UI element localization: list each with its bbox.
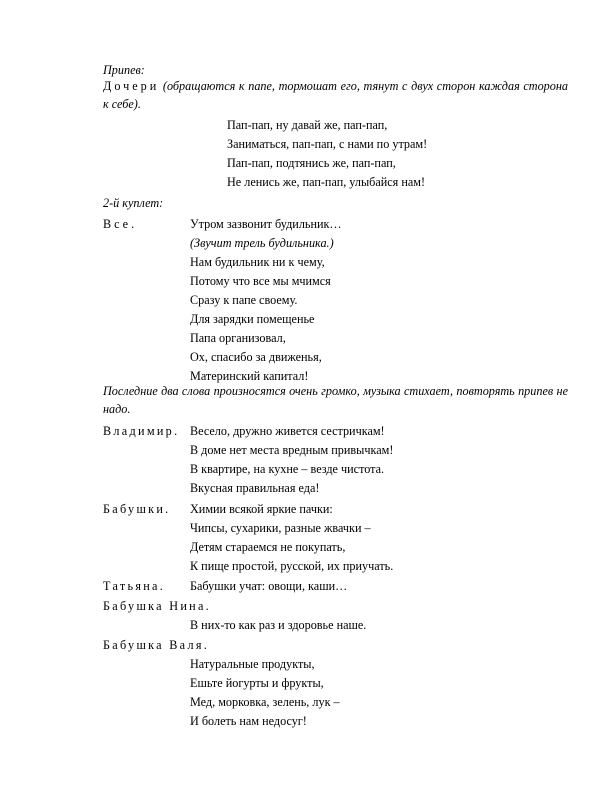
valya-lines	[190, 656, 340, 732]
daughters-intro	[103, 78, 568, 113]
all-line: Сразу к папе своему.	[190, 293, 298, 307]
valya-line: И болеть нам недосуг!	[190, 714, 307, 728]
alarm-direction: (Звучит трель будильника.)	[190, 236, 334, 250]
valya-line: Мед, морковка, зелень, лук –	[190, 695, 340, 709]
daughters-line: Не ленись же, пап-пап, улыбайся нам!	[227, 175, 426, 189]
vladimir-line: В доме нет места вредным привычкам!	[190, 443, 394, 457]
vladimir-lines	[190, 423, 393, 499]
all-speaker: Все.	[103, 217, 138, 231]
all-line: Утром зазвонит будильник…	[190, 217, 342, 231]
all-line: Потому что все мы мчимся	[190, 274, 331, 288]
daughters-lines	[227, 117, 427, 193]
all-line: Папа организовал,	[190, 331, 286, 345]
valya-line: Натуральные продукты,	[190, 657, 315, 671]
nina-speaker: Бабушка Нина.	[103, 599, 212, 613]
tatiana-line: Бабушки учат: овощи, каши…	[190, 579, 348, 593]
valya-line: Ешьте йогурты и фрукты,	[190, 676, 324, 690]
verse2-heading: 2-й куплет:	[103, 196, 164, 210]
stage-note: Последние два слова произносятся очень громко, музыка стихает, повторять припев не надо.	[103, 384, 568, 416]
daughters-direction: (обращаются к папе, тормошат его, тянут с двух сторон каждая сторона к себе).	[103, 79, 568, 111]
vladimir-line: Вкусная правильная еда!	[190, 481, 320, 495]
all-line: Ох, спасибо за движенья,	[190, 350, 322, 364]
vladimir-line: Весело, дружно живется сестричкам!	[190, 424, 385, 438]
all-line: Нам будильник ни к чему,	[190, 255, 325, 269]
nina-line: В них-то как раз и здоровье наше.	[190, 618, 367, 632]
valya-speaker: Бабушка Валя.	[103, 638, 210, 652]
grandmas-line: Детям стараемся не покупать,	[190, 540, 346, 554]
all-lines	[190, 216, 342, 387]
grandmas-lines	[190, 501, 393, 577]
grandmas-line: К пище простой, русской, их приучать.	[190, 559, 394, 573]
daughters-line: Пап-пап, ну давай же, пап-пап,	[227, 118, 388, 132]
all-line: Материнский капитал!	[190, 369, 309, 383]
vladimir-line: В квартире, на кухне – везде чистота.	[190, 462, 385, 476]
daughters-line: Заниматься, пап-пап, с нами по утрам!	[227, 137, 428, 151]
grandmas-line: Химии всякой яркие пачки:	[190, 502, 333, 516]
vladimir-speaker: Владимир.	[103, 424, 180, 438]
all-line: Для зарядки помещенье	[190, 312, 315, 326]
refrain-heading: Припев:	[103, 63, 145, 77]
daughters-speaker: Дочери	[103, 79, 160, 93]
grandmas-line: Чипсы, сухарики, разные жвачки –	[190, 521, 371, 535]
tatiana-speaker: Татьяна.	[103, 579, 166, 593]
daughters-line: Пап-пап, подтянись же, пап-пап,	[227, 156, 396, 170]
grandmas-speaker: Бабушки.	[103, 502, 171, 516]
